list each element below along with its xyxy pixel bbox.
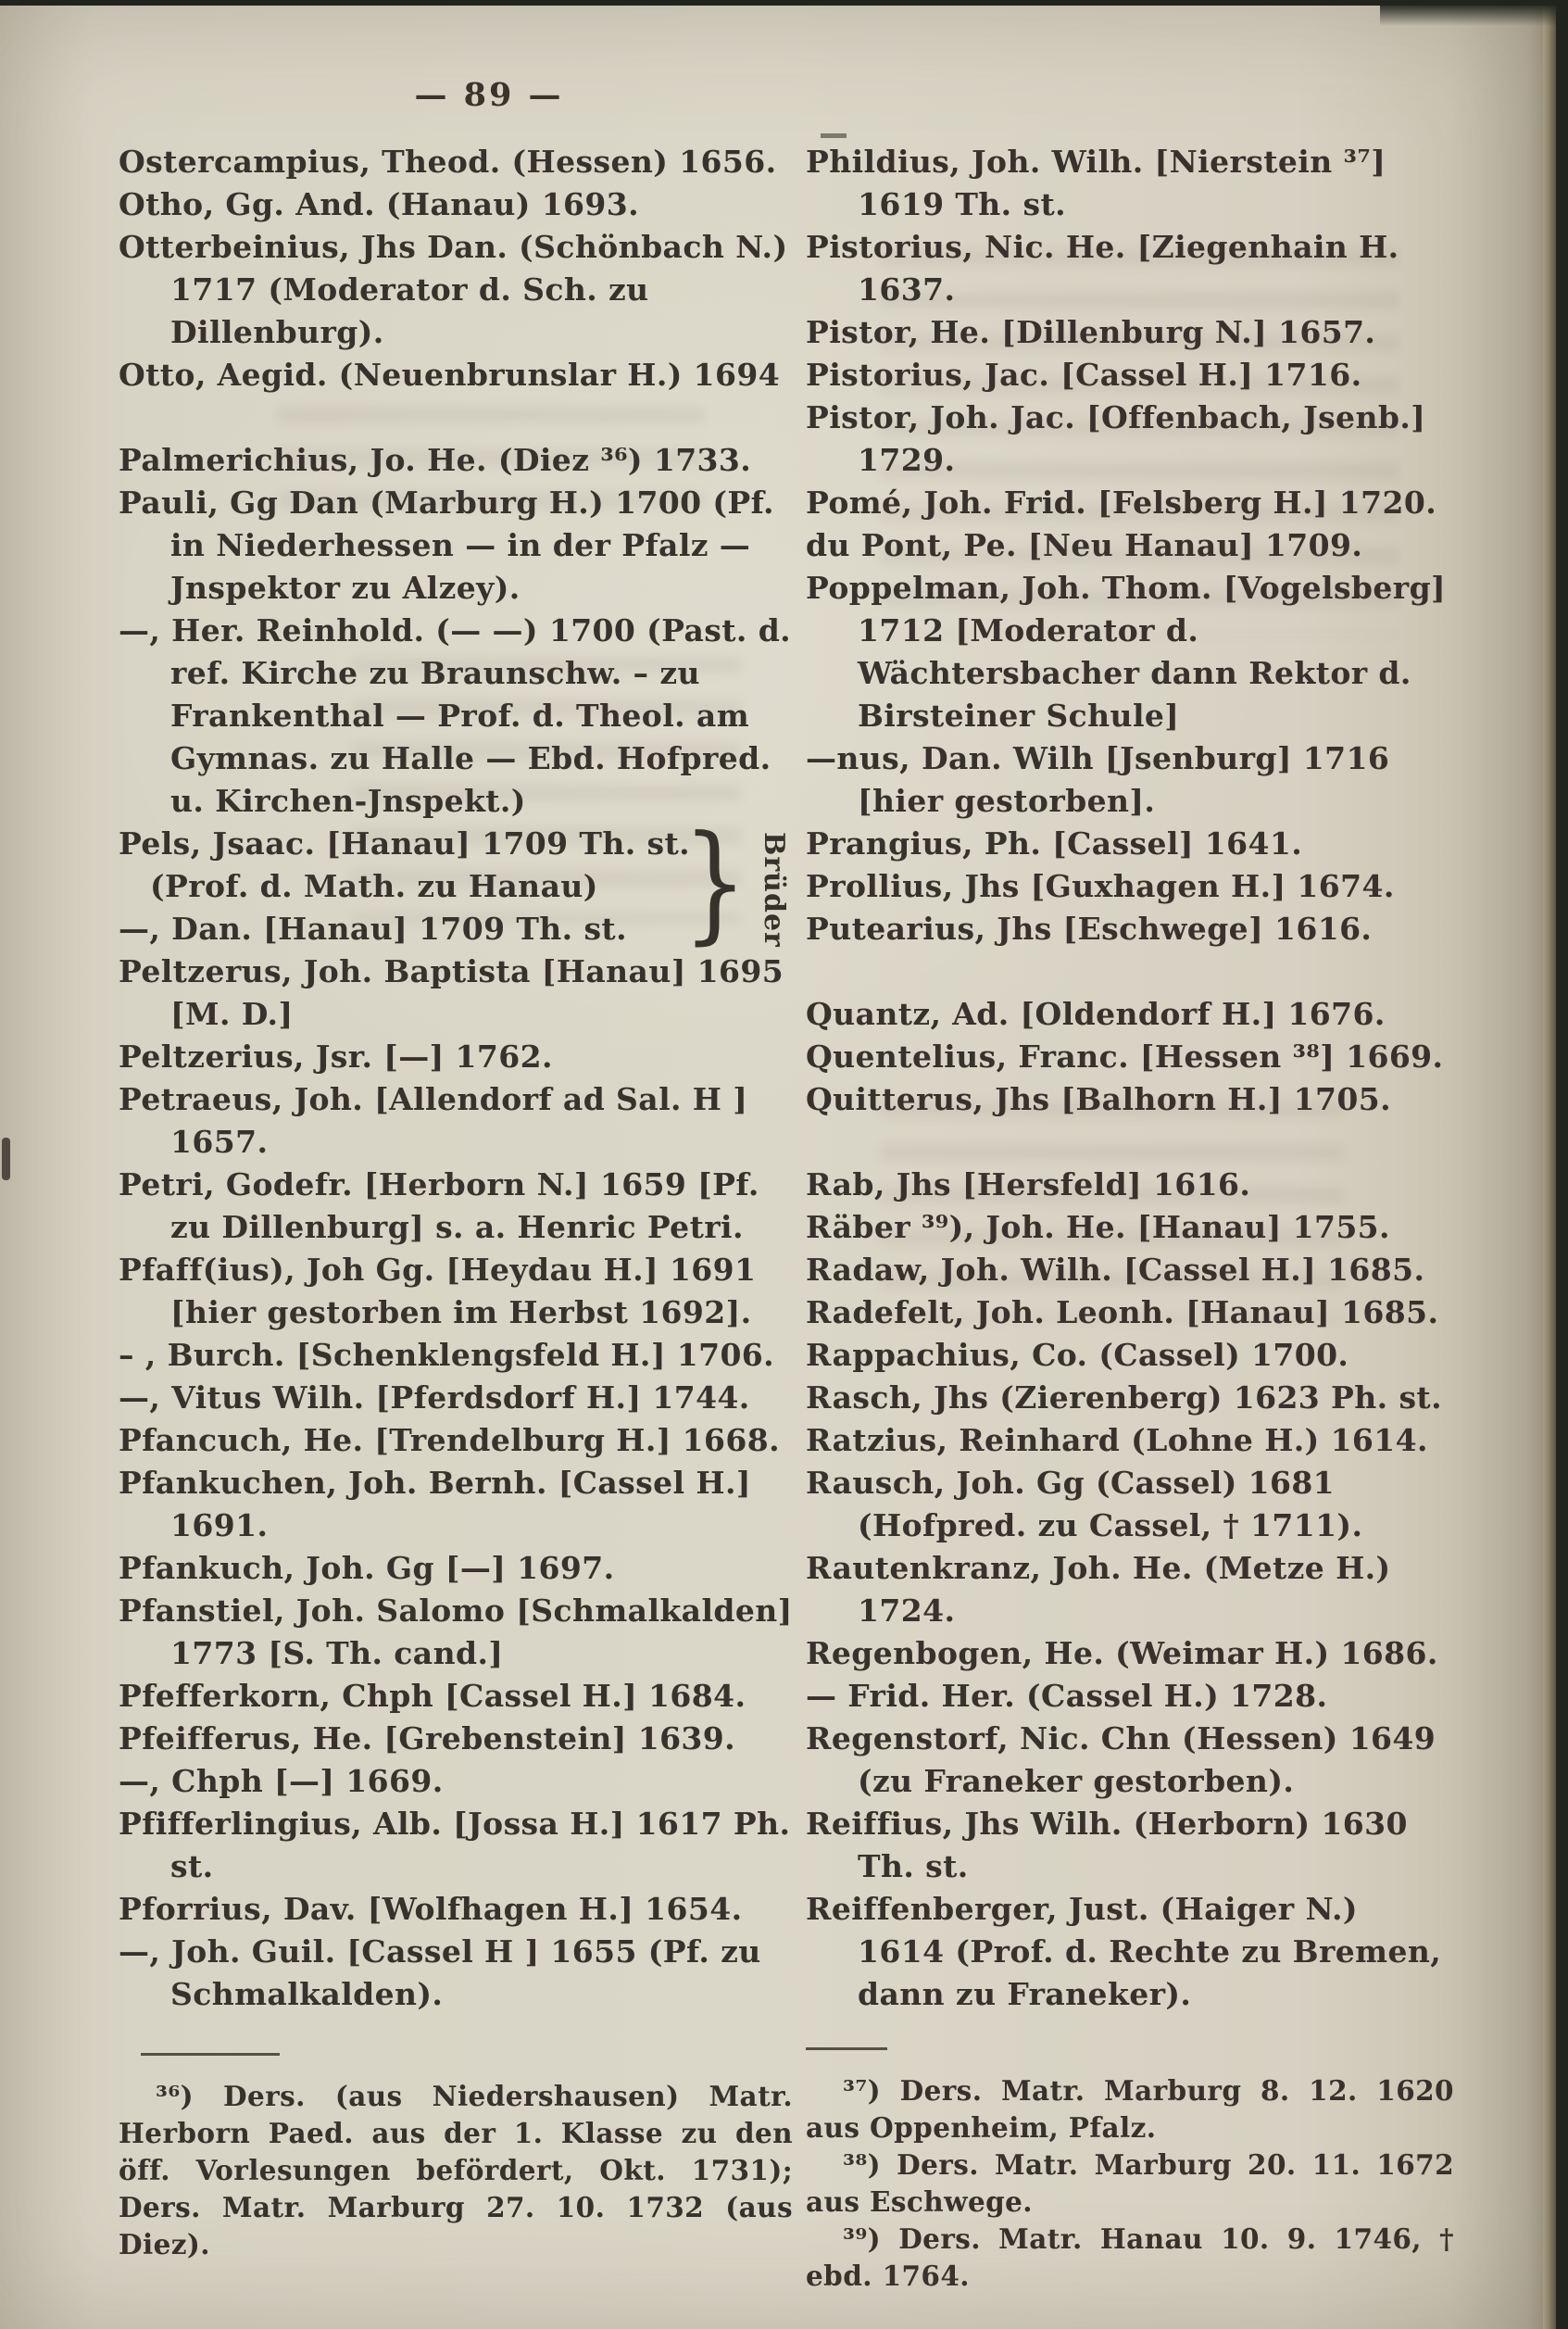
entry: Prollius, Jhs [Guxhagen H.] 1674. (806, 868, 1395, 904)
entry: Räber ³⁹), Joh. He. [Hanau] 1755. (806, 1209, 1390, 1245)
scan-artifact-dash (821, 133, 847, 138)
footnote: ³⁸) Ders. Matr. Marburg 20. 11. 1672 aus Eschwege. (806, 2148, 1454, 2218)
brace-label: Brüder (758, 832, 790, 948)
entry: Pauli, Gg Dan (Marburg H.) 1700 (Pf. in Niederhessen — in der Pfalz — Jnspektor zu Alzey). (119, 485, 774, 606)
entry: Peltzerius, Jsr. [—] 1762. (119, 1039, 553, 1075)
entry: —, Her. Reinhold. (— —) 1700 (Past. d. ref. Kirche zu Braunschw. – zu Frankenthal — Prof. d. Theol. am Gymnas. zu Halle — Ebd. Hofpred. u. Kirchen-Jnspekt.) (119, 612, 792, 819)
entry: Petraeus, Joh. [Allendorf ad Sal. H ] 1657. (119, 1081, 748, 1160)
entry-line: —, Dan. [Hanau] 1709 Th. st. (119, 911, 627, 947)
entry: Reiffius, Jhs Wilh. (Herborn) 1630 Th. st. (806, 1806, 1408, 1884)
entry: Ratzius, Reinhard (Lohne H.) 1614. (806, 1422, 1428, 1458)
paper-page (0, 6, 1543, 2329)
entry: Rappachius, Co. (Cassel) 1700. (806, 1337, 1349, 1373)
entry: —, Joh. Guil. [Cassel H ] 1655 (Pf. zu Schmalkalden). (119, 1933, 761, 2012)
entry: Pfefferkorn, Chph [Cassel H.] 1684. (119, 1678, 746, 1714)
entry: Rasch, Jhs (Zierenberg) 1623 Ph. st. (806, 1379, 1442, 1416)
entry: Rausch, Joh. Gg (Cassel) 1681 (Hofpred. zu Cassel, † 1711). (806, 1465, 1363, 1543)
entry: – , Burch. [Schenklengsfeld H.] 1706. (119, 1337, 775, 1373)
entry: Otto, Aegid. (Neuenbrunslar H.) 1694 (119, 357, 781, 393)
entry: Reiffenberger, Just. (Haiger N.) 1614 (Prof. d. Rechte zu Bremen, dann zu Franeker). (806, 1891, 1442, 2012)
entry: —, Chph [—] 1669. (119, 1763, 444, 1799)
entry-line: Pels, Jsaac. [Hanau] 1709 Th. st. (119, 825, 691, 862)
column-gap (806, 1121, 1454, 1164)
entry: Pfancuch, He. [Trendelburg H.] 1668. (119, 1422, 780, 1458)
entry: Ostercampius, Theod. (Hessen) 1656. (119, 144, 777, 180)
entry: Pfanstiel, Joh. Salomo [Schmalkalden] 1773 [S. Th. cand.] (119, 1593, 793, 1671)
page-edge (1543, 6, 1556, 2329)
entry: Quentelius, Franc. [Hessen ³⁸] 1669. (806, 1039, 1444, 1075)
entry: Prangius, Ph. [Cassel] 1641. (806, 825, 1303, 862)
entry: —, Vitus Wilh. [Pferdsdorf H.] 1744. (119, 1379, 750, 1416)
footnote-separator (806, 2047, 887, 2050)
entry: Radefelt, Joh. Leonh. [Hanau] 1685. (806, 1294, 1439, 1330)
scan-artifact-mark (2, 1138, 10, 1180)
entry: Quantz, Ad. [Oldendorf H.] 1676. (806, 996, 1386, 1032)
brace-group (119, 808, 793, 957)
entry: Pfifferlingius, Alb. [Jossa H.] 1617 Ph. st. (119, 1806, 791, 1884)
column-gap (806, 950, 1454, 993)
entry: —nus, Dan. Wilh [Jsenburg] 1716 [hier gestorben]. (806, 740, 1390, 819)
entry: Poppelman, Joh. Thom. [Vogelsberg] 1712 [Moderator d. Wächtersbacher dann Rektor d. Birsteiner Schule] (806, 570, 1447, 734)
entry: Rab, Jhs [Hersfeld] 1616. (806, 1166, 1251, 1202)
entry: Pistor, He. [Dillenburg N.] 1657. (806, 314, 1376, 350)
entry: Regenstorf, Nic. Chn (Hessen) 1649 (zu Franeker gestorben). (806, 1720, 1436, 1799)
entry: Regenbogen, He. (Weimar H.) 1686. (806, 1635, 1438, 1671)
entry: du Pont, Pe. [Neu Hanau] 1709. (806, 527, 1363, 563)
entry: Pfankuchen, Joh. Bernh. [Cassel H.] 1691. (119, 1465, 751, 1543)
footnote-separator (141, 2053, 280, 2056)
footnote: ³⁹) Ders. Matr. Hanau 10. 9. 1746, † ebd. 1764. (806, 2222, 1454, 2292)
entry-line: (Prof. d. Math. zu Hanau) (150, 868, 598, 904)
entry: Pomé, Joh. Frid. [Felsberg H.] 1720. (806, 485, 1437, 521)
page-number: — 89 — (414, 76, 564, 114)
column-left (119, 141, 793, 2263)
entry: Pfaff(ius), Joh Gg. [Heydau H.] 1691 [hier gestorben im Herbst 1692]. (119, 1252, 757, 1330)
footnote: ³⁷) Ders. Matr. Marburg 8. 12. 1620 aus Oppenheim, Pfalz. (806, 2074, 1454, 2144)
entry: Pforrius, Dav. [Wolfhagen H.] 1654. (119, 1891, 743, 1927)
brace-icon: } (682, 808, 748, 957)
entry: Putearius, Jhs [Eschwege] 1616. (806, 911, 1373, 947)
entry: — Frid. Her. (Cassel H.) 1728. (806, 1678, 1328, 1714)
column-gap (119, 397, 793, 439)
entry: Rautenkranz, Joh. He. (Metze H.) 1724. (806, 1550, 1391, 1629)
entry: Pistor, Joh. Jac. [Offenbach, Jsenb.] 1729. (806, 399, 1426, 478)
entry: Otho, Gg. And. (Hanau) 1693. (119, 186, 640, 222)
entry: Peltzerus, Joh. Baptista [Hanau] 1695 [M. D.] (119, 953, 784, 1032)
entry: Otterbeinius, Jhs Dan. (Schönbach N.) 1717 (Moderator d. Sch. zu Dillenburg). (119, 229, 788, 350)
entry: Pistorius, Nic. He. [Ziegenhain H. 1637. (806, 229, 1399, 308)
entry: Petri, Godefr. [Herborn N.] 1659 [Pf. zu Dillenburg] s. a. Henric Petri. (119, 1166, 759, 1245)
entry: Palmerichius, Jo. He. (Diez ³⁶) 1733. (119, 442, 752, 478)
corner-shadow (1380, 6, 1556, 26)
entry: Radaw, Joh. Wilh. [Cassel H.] 1685. (806, 1252, 1425, 1288)
entry: Pfeifferus, He. [Grebenstein] 1639. (119, 1720, 736, 1756)
column-right (806, 141, 1454, 2295)
entry: Pistorius, Jac. [Cassel H.] 1716. (806, 357, 1362, 393)
entry: Phildius, Joh. Wilh. [Nierstein ³⁷] 1619 Th. st. (806, 144, 1386, 222)
entry: Quitterus, Jhs [Balhorn H.] 1705. (806, 1081, 1391, 1117)
entry: Pfankuch, Joh. Gg [—] 1697. (119, 1550, 615, 1586)
footnote: ³⁶) Ders. (aus Niedershausen) Matr. Herborn Paed. aus der 1. Klasse zu den öff. Vorlesungen befördert, Okt. 1731); Ders. Matr. Marburg 27. 10. 1732 (aus Diez). (119, 2080, 793, 2260)
